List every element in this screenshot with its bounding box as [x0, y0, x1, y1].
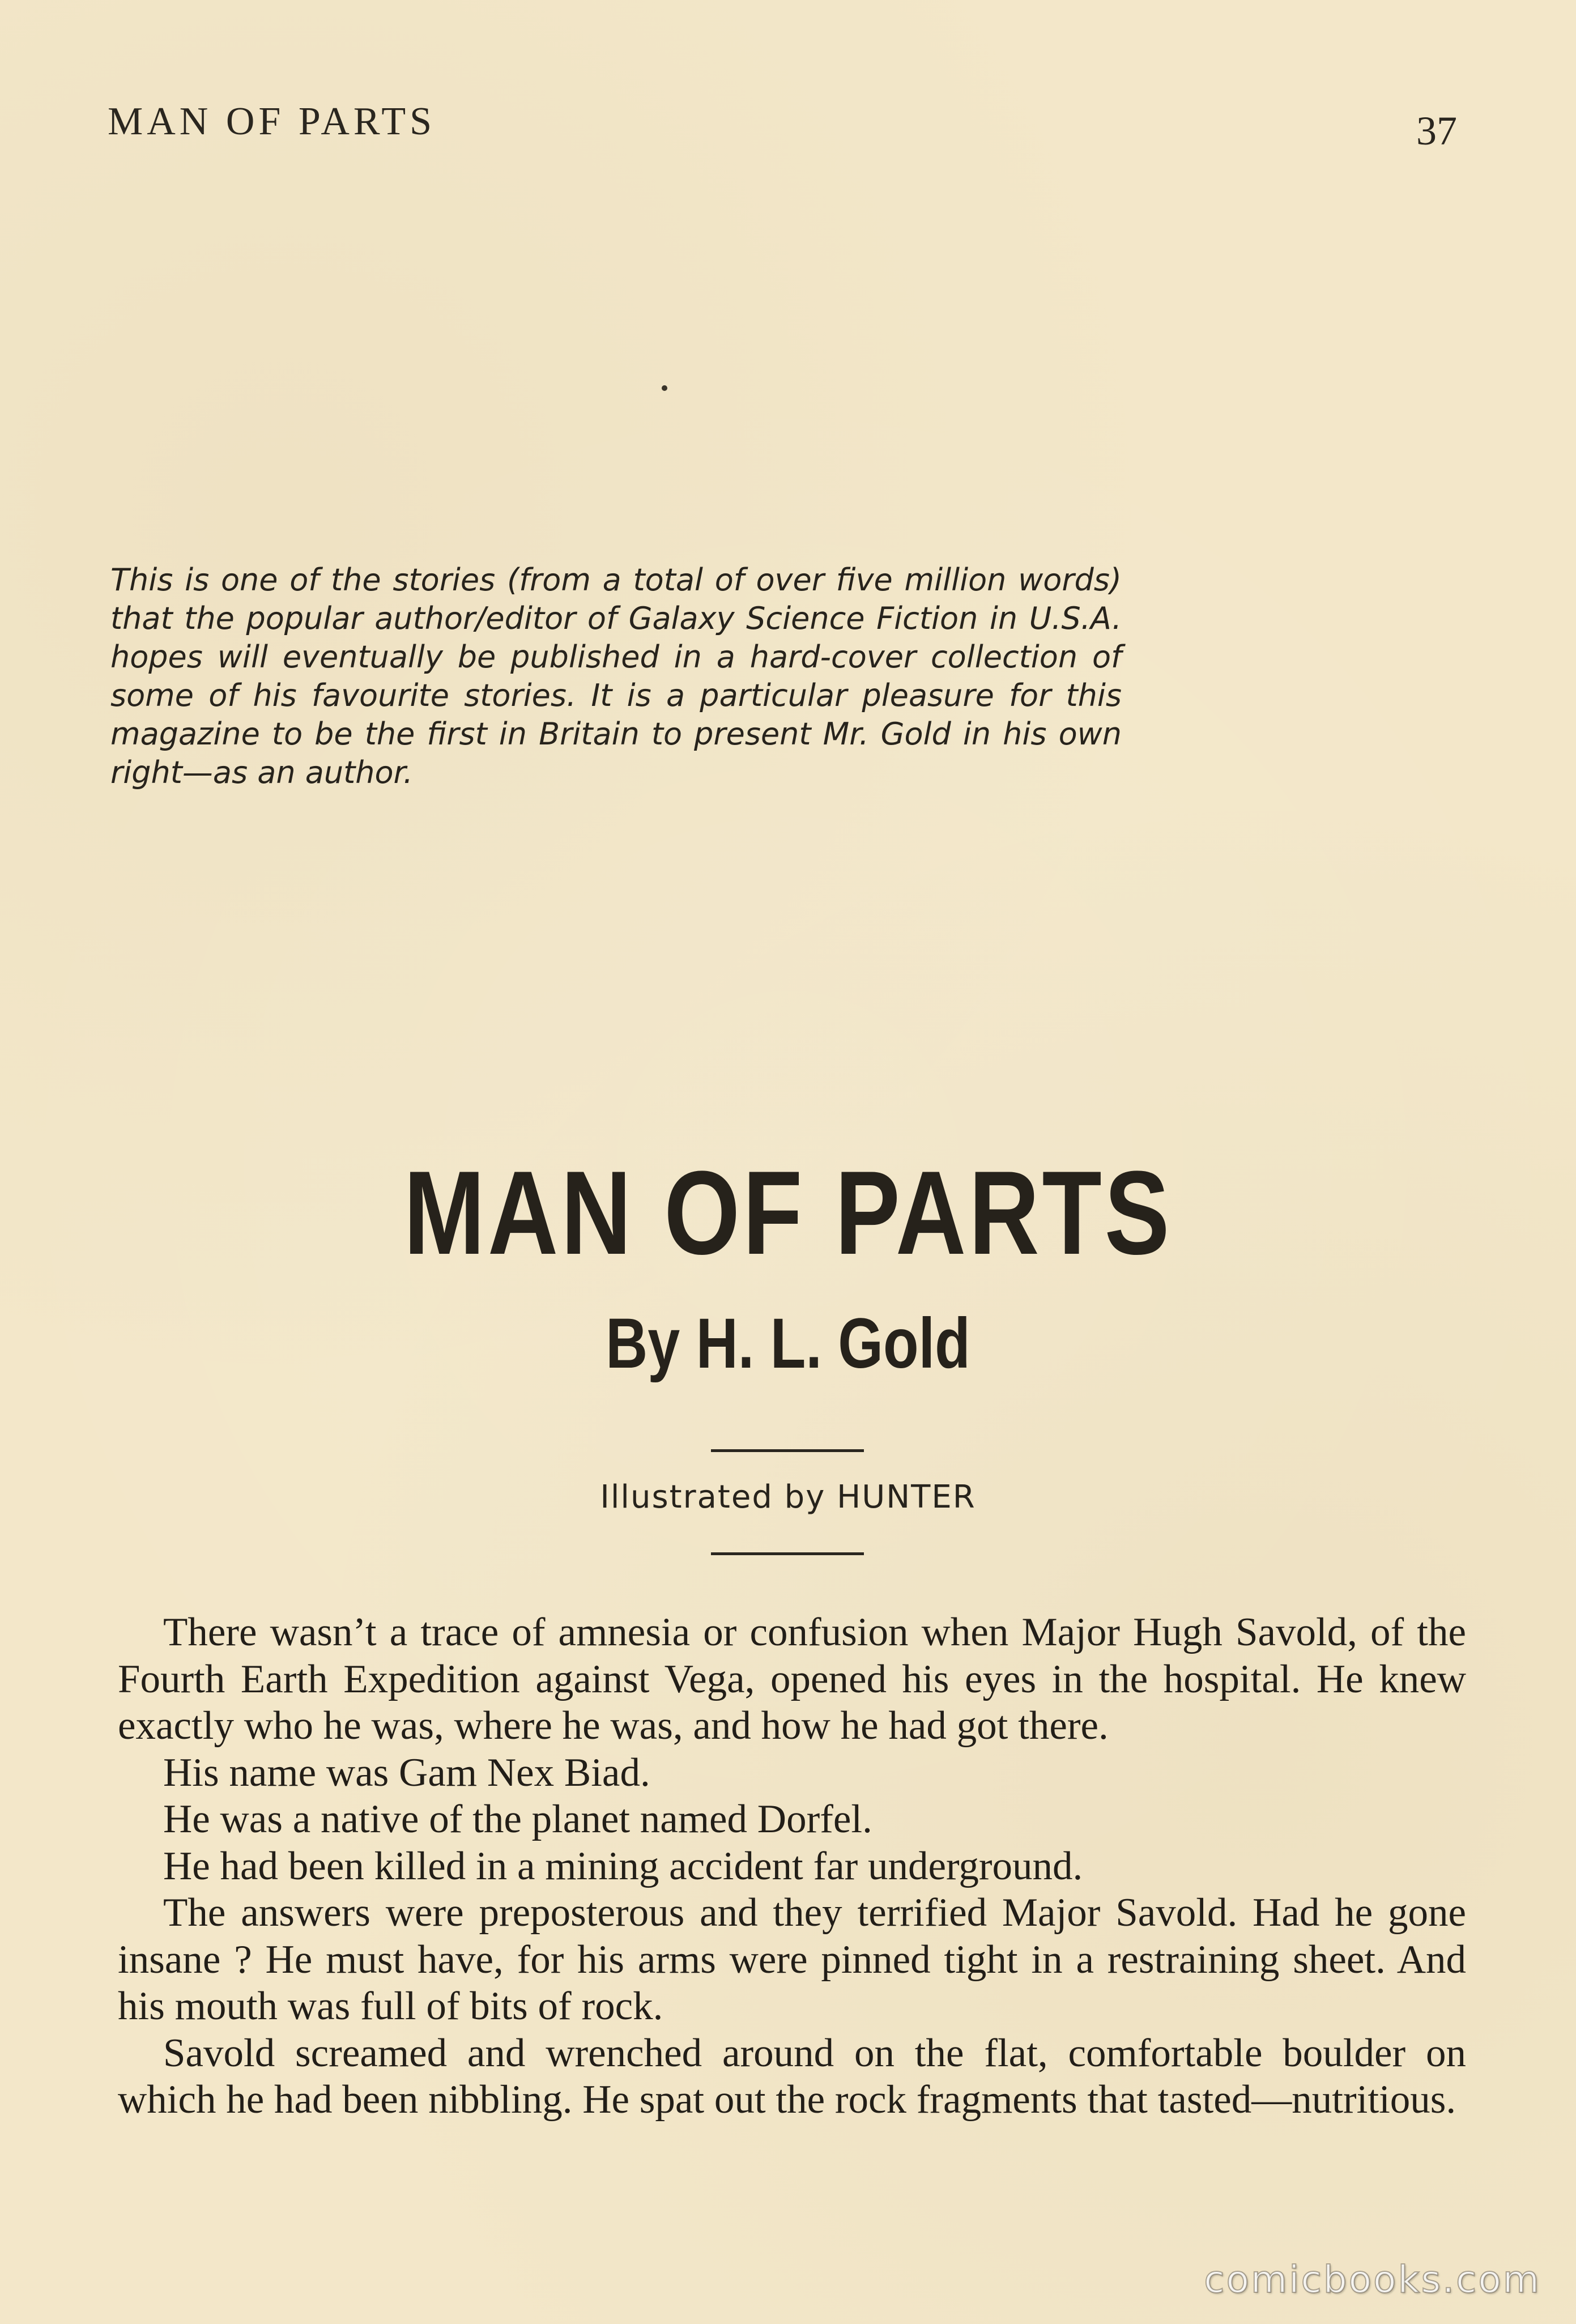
body-paragraph: He was a native of the planet named Dorfel.	[163, 1797, 872, 1841]
body-paragraph: The answers were preposterous and they terrified Major Savold. Had he gone insane ? He must have, for his arms were pinned tight in a restraining sheet. And his mouth was full of bits of rock.	[118, 1891, 1466, 2028]
intro-blurb: This is one of the stories (from a total of over five million words) that the popular author/editor of Galaxy Science Fiction in U.S.A. hopes will eventually be published in a hard-cover collection of some of his favourite stories. It is a particular pleasure for this magazine to be the first in Britain to present Mr. Gold in his own right—as an author.	[110, 562, 1122, 790]
divider-rule-bottom	[711, 1552, 864, 1555]
story-body	[118, 1609, 1466, 2123]
divider-rule-top	[711, 1449, 864, 1452]
running-head: MAN OF PARTS	[108, 100, 436, 143]
body-paragraph: Savold screamed and wrenched around on the flat, comfortable boulder on which he had been nibbling. He spat out the rock fragments that tasted—nutritious.	[118, 2031, 1466, 2122]
ink-speck	[662, 385, 667, 391]
body-paragraph: There wasn’t a trace of amnesia or confusion when Major Hugh Savold, of the Fourth Earth Expedition against Vega, opened his eyes in the hospital. He knew exactly who he was, where he was, and how he had got there.	[118, 1610, 1466, 1748]
body-paragraph: His name was Gam Nex Biad.	[163, 1750, 650, 1795]
body-paragraph: He had been killed in a mining accident far underground.	[163, 1844, 1083, 1888]
site-watermark: comicbooks.com	[1204, 2258, 1541, 2301]
illustrator-credit: Illustrated by HUNTER	[600, 1479, 976, 1516]
page-number: 37	[1416, 108, 1457, 154]
story-byline: By H. L. Gold	[606, 1304, 970, 1383]
story-title: MAN OF PARTS	[403, 1146, 1173, 1279]
